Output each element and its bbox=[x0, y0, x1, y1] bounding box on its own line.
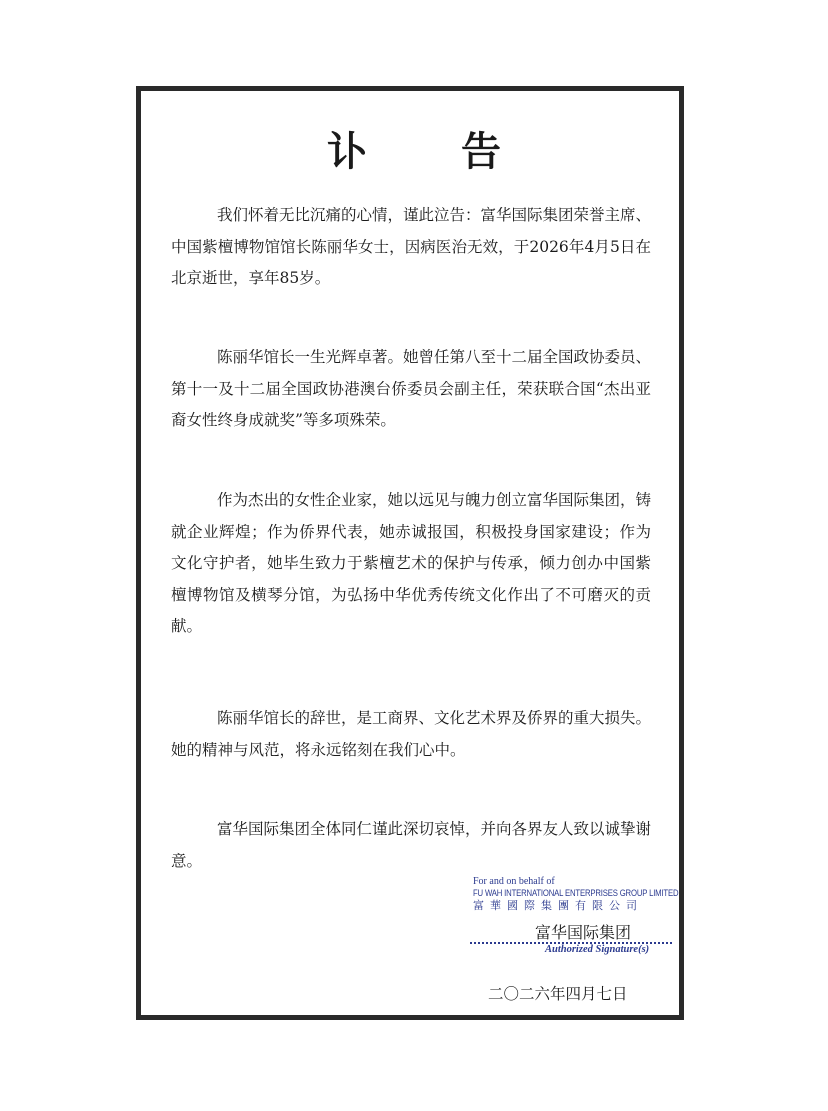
page-title: 讣 告 bbox=[327, 129, 541, 175]
stamp-company-english: FU WAH INTERNATIONAL ENTERPRISES GROUP LIMITED bbox=[473, 888, 679, 898]
paragraph-loss: 陈丽华馆长的辞世，是工商界、文化艺术界及侨界的重大损失。她的精神与风范，将永远铭刻在我们心中。 bbox=[171, 709, 652, 759]
paragraph-achievements: 作为杰出的女性企业家，她以远见与魄力创立富华国际集团，铸就企业辉煌；作为侨界代表，她赤诚报国，积极投身国家建设；作为文化守护者，她毕生致力于紫檀艺术的保护与传承，倾力创办中国紫檀博物馆及横琴分馆，为弘扬中华优秀传统文化作出了不可磨灭的贡献。 bbox=[171, 491, 652, 635]
document-date: 二〇二六年四月七日 bbox=[488, 985, 628, 1003]
signature-company-name: 富华国际集团 bbox=[535, 923, 632, 942]
stamp-company-chinese: 富華國際集團有限公司 bbox=[473, 899, 643, 912]
paragraph-career: 陈丽华馆长一生光辉卓著。她曾任第八至十二届全国政协委员、第十一及十二届全国政协港澳台侨委员会副主任，荣获联合国“杰出亚裔女性终身成就奖”等多项殊荣。 bbox=[171, 348, 652, 429]
paragraph-announcement: 我们怀着无比沉痛的心情，谨此泣告：富华国际集团荣誉主席、中国紫檀博物馆馆长陈丽华女士，因病医治无效，于2026年4月5日在北京逝世，享年85岁。 bbox=[171, 206, 652, 287]
stamp-behalf-text: For and on behalf of bbox=[473, 876, 555, 887]
authorized-signature-label: Authorized Signature(s) bbox=[545, 944, 650, 955]
paragraph-condolence: 富华国际集团全体同仁谨此深切哀悼，并向各界友人致以诚挚谢意。 bbox=[171, 820, 652, 870]
company-stamp bbox=[473, 876, 679, 913]
